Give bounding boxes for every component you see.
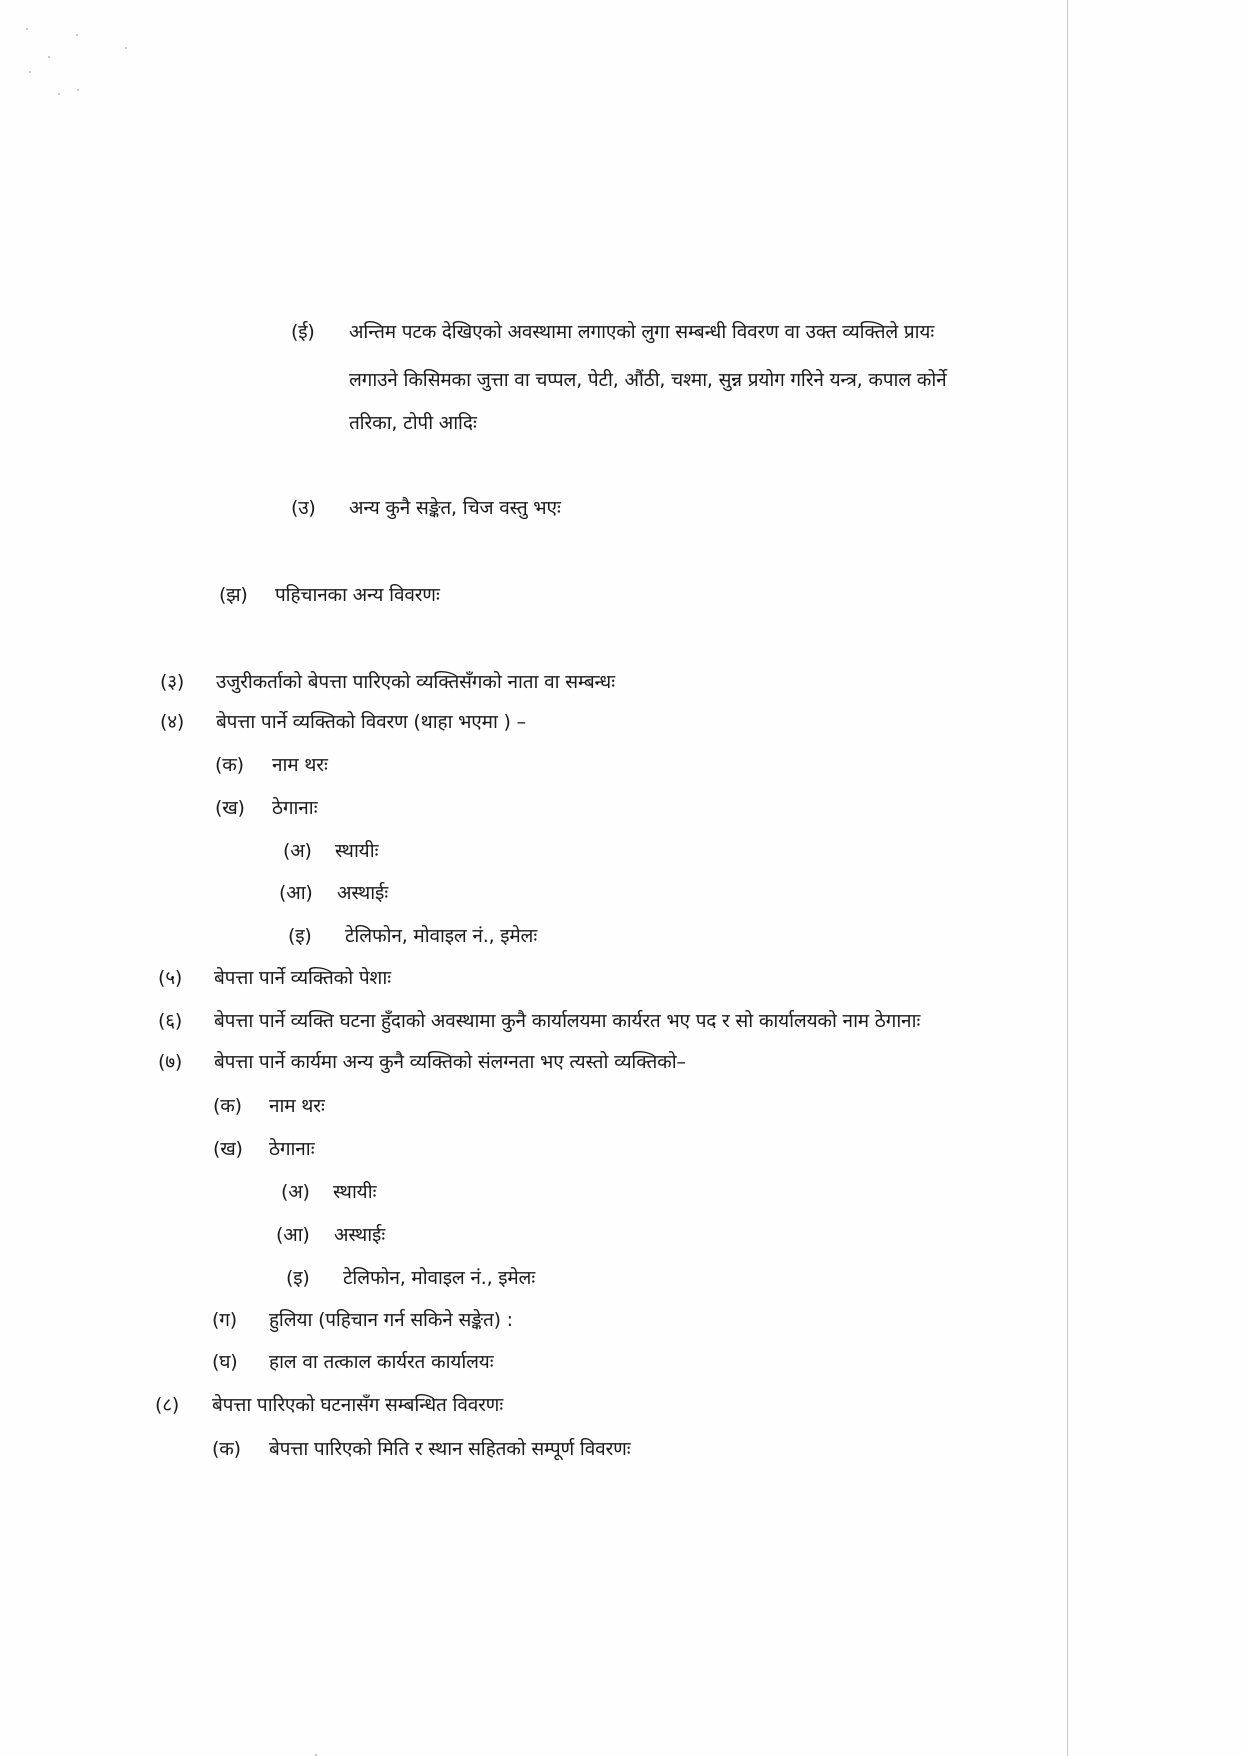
section-text: पहिचानका अन्य विवरणः: [275, 584, 440, 606]
scan-speck: [77, 89, 79, 91]
section-text: बेपत्ता पार्ने व्यक्तिको विवरण (थाहा भएमा ) –: [216, 711, 526, 733]
section-label: (क): [212, 1438, 241, 1460]
section-text: बेपत्ता पारिएको मिति र स्थान सहितको सम्पूर्ण विवरणः: [269, 1438, 631, 1460]
section-text: टेलिफोन, मोवाइल नं., इमेलः: [345, 925, 538, 947]
scan-artifact-line: [1067, 0, 1068, 1756]
section-text: बेपत्ता पार्ने व्यक्ति घटना हुँदाको अवस्थामा कुनै कार्यालयमा कार्यरत भए पद र सो कार्यालयको नाम ठेगानाः: [214, 1010, 921, 1032]
scan-speck: [76, 34, 78, 36]
scan-speck: [125, 47, 127, 49]
section-text: नाम थरः: [269, 1095, 325, 1117]
section-label: (क): [215, 754, 244, 776]
section-label: (ख): [215, 797, 245, 819]
section-label: (३): [160, 671, 185, 693]
section-label: (घ): [212, 1351, 238, 1373]
section-label: (८): [155, 1394, 180, 1416]
section-text: टेलिफोन, मोवाइल नं., इमेलः: [343, 1267, 536, 1289]
section-text: हुलिया (पहिचान गर्न सकिने सङ्केत) :: [269, 1309, 513, 1331]
section-text: बेपत्ता पार्ने कार्यमा अन्य कुनै व्यक्तिको संलग्नता भए त्यस्तो व्यक्तिको–: [214, 1051, 686, 1073]
section-label: (ग): [212, 1309, 237, 1331]
section-label: (इ): [288, 925, 312, 947]
section-label: (७): [158, 1051, 183, 1073]
section-text-line: अन्तिम पटक देखिएको अवस्थामा लगाएको लुगा सम्बन्धी विवरण वा उक्त व्यक्तिले प्रायः: [349, 321, 935, 343]
section-text: अस्थाईः: [334, 1224, 385, 1246]
section-label: (झ): [219, 584, 248, 606]
section-label: (उ): [291, 497, 316, 519]
section-text: नाम थरः: [272, 754, 328, 776]
section-text-line: लगाउने किसिमका जुत्ता वा चप्पल, पेटी, औंठी, चश्मा, सुन्न प्रयोग गरिने यन्त्र, कपाल कोर्ने: [349, 369, 947, 391]
section-text: हाल वा तत्काल कार्यरत कार्यालयः: [269, 1351, 494, 1373]
section-label: (अ): [283, 840, 312, 862]
section-text: ठेगानाः: [269, 1138, 315, 1160]
section-text-line: तरिका, टोपी आदिः: [349, 412, 477, 434]
scan-speck: [29, 71, 31, 73]
section-label: (आ): [279, 882, 313, 904]
section-text: बेपत्ता पारिएको घटनासँग सम्बन्धित विवरणः: [212, 1394, 504, 1416]
section-label: (अ): [281, 1181, 310, 1203]
section-text: अस्थाईः: [337, 882, 388, 904]
section-label: (५): [158, 967, 183, 989]
section-label: (क): [213, 1095, 242, 1117]
section-text: ठेगानाः: [272, 797, 318, 819]
section-label: (ख): [213, 1138, 243, 1160]
section-label: (इ): [286, 1267, 310, 1289]
section-label: (६): [158, 1010, 183, 1032]
scan-speck: [26, 28, 28, 30]
section-text: स्थायीः: [335, 840, 379, 862]
scan-speck: [58, 93, 60, 95]
section-label: (आ): [276, 1224, 310, 1246]
scan-speck: [48, 56, 50, 58]
section-label: (ई): [291, 321, 315, 343]
section-label: (४): [160, 711, 185, 733]
section-text: उजुरीकर्ताको बेपत्ता पारिएको व्यक्तिसँगको नाता वा सम्बन्धः: [216, 671, 615, 693]
section-text: बेपत्ता पार्ने व्यक्तिको पेशाः: [214, 967, 391, 989]
section-text: अन्य कुनै सङ्केत, चिज वस्तु भएः: [349, 497, 561, 519]
section-text: स्थायीः: [333, 1181, 377, 1203]
